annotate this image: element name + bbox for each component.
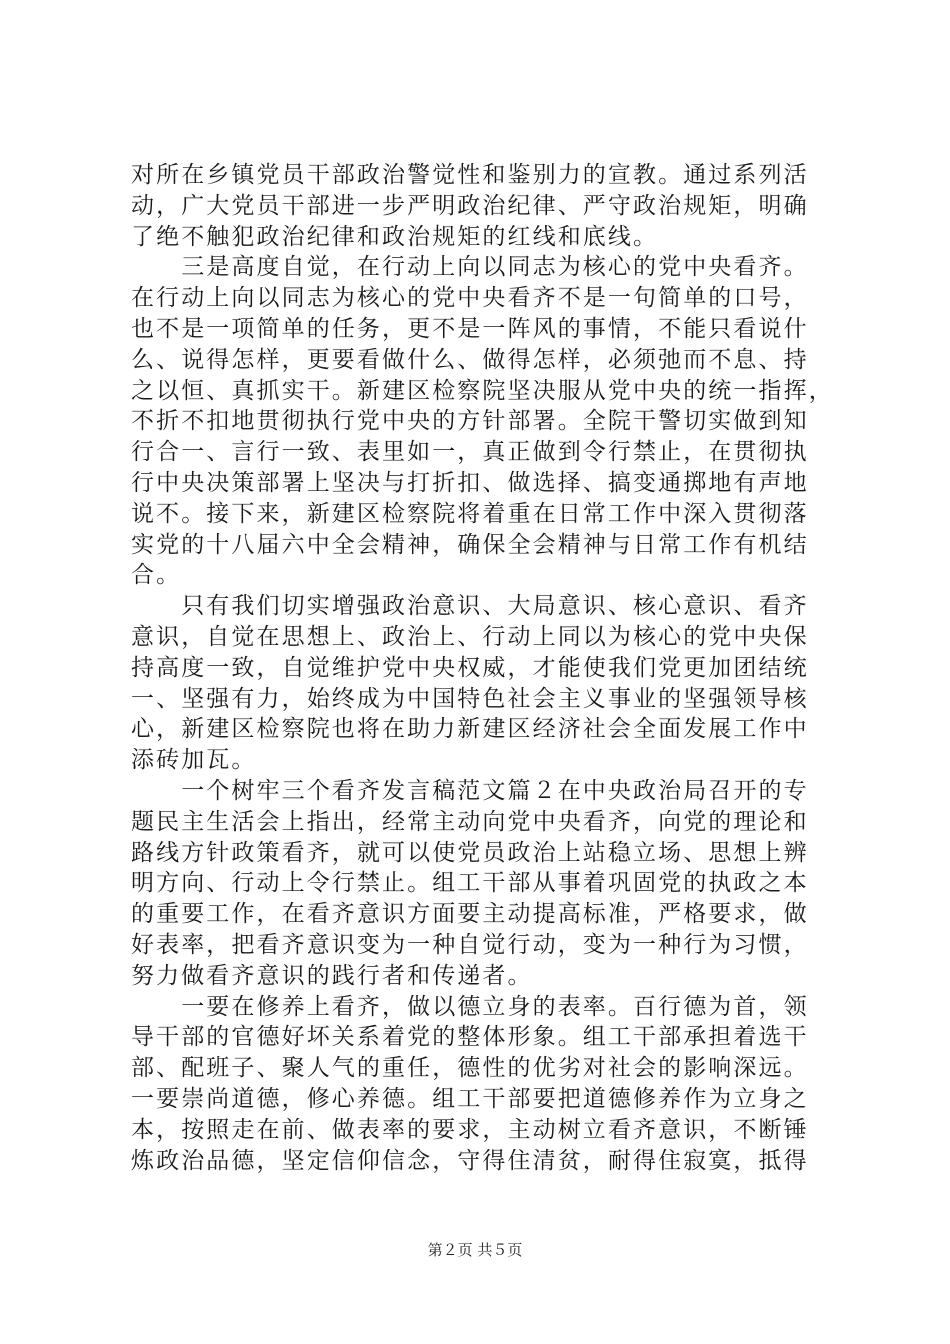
text-line: 说不。接下来，新建区检察院将着重在日常工作中深入贯彻落 bbox=[131, 500, 809, 527]
text-line: 也不是一项简单的任务，更不是一阵风的事情，不能只看说什 bbox=[131, 315, 809, 342]
text-line: 部、配班子、聚人气的重任，德性的优劣对社会的影响深远。 bbox=[131, 1055, 809, 1082]
text-line: 题民主生活会上指出，经常主动向党中央看齐，向党的理论和 bbox=[131, 808, 809, 835]
text-line: 只有我们切实增强政治意识、大局意识、核心意识、看齐 bbox=[131, 593, 809, 620]
text-line: 么、说得怎样，更要看做什么、做得怎样，必须弛而不息、持 bbox=[131, 346, 809, 373]
text-line: 在行动上向以同志为核心的党中央看齐不是一句简单的口号， bbox=[131, 285, 809, 312]
text-line: 添砖加瓦。 bbox=[131, 747, 257, 774]
text-line: 好表率，把看齐意识变为一种自觉行动，变为一种行为习惯， bbox=[131, 931, 809, 958]
text-line: 导干部的官德好坏关系着党的整体形象。组工干部承担着选干 bbox=[131, 1024, 809, 1051]
text-line: 行中央决策部署上坚决与打折扣、做选择、搞变通掷地有声地 bbox=[131, 469, 809, 496]
text-line: 之以恒、真抓实干。新建区检察院坚决服从党中央的统一指挥， bbox=[131, 377, 834, 404]
text-line: 明方向、行动上令行禁止。组工干部从事着巩固党的执政之本 bbox=[131, 870, 809, 897]
text-line: 一个树牢三个看齐发言稿范文篇２在中央政治局召开的专 bbox=[131, 777, 809, 804]
text-line: 不折不扣地贯彻执行党中央的方针部署。全院干警切实做到知 bbox=[131, 408, 809, 435]
text-line: 了绝不触犯政治纪律和政治规矩的红线和底线。 bbox=[131, 223, 659, 250]
body-text bbox=[131, 160, 834, 1176]
text-line: 三是高度自觉，在行动上向以同志为核心的党中央看齐。 bbox=[131, 254, 809, 281]
page-footer bbox=[0, 1240, 950, 1260]
text-line: 意识，自觉在思想上、政治上、行动上同以为核心的党中央保 bbox=[131, 623, 809, 650]
text-line: 一、坚强有力，始终成为中国特色社会主义事业的坚强领导核 bbox=[131, 685, 809, 712]
text-line: 行合一、言行一致、表里如一，真正做到令行禁止，在贯彻执 bbox=[131, 439, 809, 466]
text-line: 路线方针政策看齐，就可以使党员政治上站稳立场、思想上辨 bbox=[131, 839, 809, 866]
text-line: 的重要工作，在看齐意识方面要主动提高标准，严格要求，做 bbox=[131, 901, 809, 928]
text-line: 动，广大党员干部进一步严明政治纪律、严守政治规矩，明确 bbox=[131, 192, 809, 219]
text-line: 合。 bbox=[131, 562, 182, 589]
text-line: 持高度一致，自觉维护党中央权威，才能使我们党更加团结统 bbox=[131, 654, 809, 681]
page-number-label: 第２页 共５页 bbox=[427, 1241, 523, 1259]
text-line: 一要崇尚道德，修心养德。组工干部要把道德修养作为立身之 bbox=[131, 1085, 809, 1112]
text-line: 心，新建区检察院也将在助力新建区经济社会全面发展工作中 bbox=[131, 716, 809, 743]
text-line: 努力做看齐意识的践行者和传递者。 bbox=[131, 962, 533, 989]
text-line: 炼政治品德，坚定信仰信念，守得住清贫，耐得住寂寞，抵得 bbox=[131, 1147, 809, 1174]
text-line: 本，按照走在前、做表率的要求，主动树立看齐意识，不断锤 bbox=[131, 1116, 809, 1143]
text-line: 一要在修养上看齐，做以德立身的表率。百行德为首，领 bbox=[131, 993, 809, 1020]
text-line: 实党的十八届六中全会精神，确保全会精神与日常工作有机结 bbox=[131, 531, 809, 558]
text-line: 对所在乡镇党员干部政治警觉性和鉴别力的宣教。通过系列活 bbox=[131, 162, 809, 188]
